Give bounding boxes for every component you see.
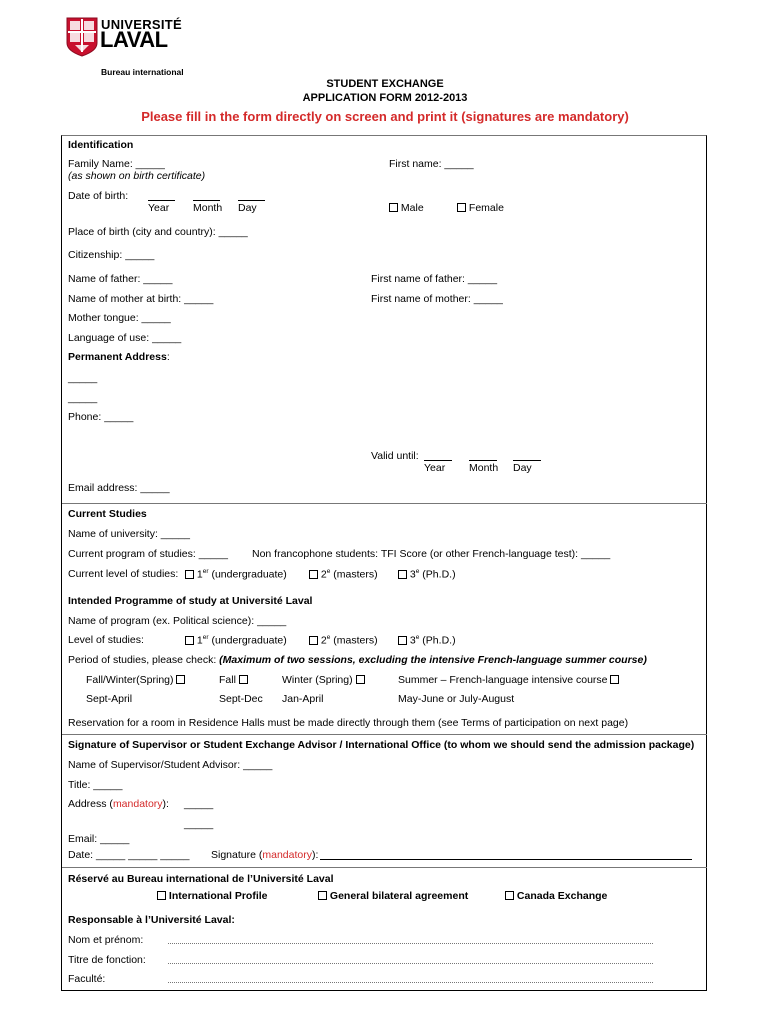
international-profile-checkbox[interactable] xyxy=(157,891,166,900)
female-option[interactable] xyxy=(457,202,504,214)
fall-option[interactable] xyxy=(219,674,248,686)
form-notice: Please fill in the form directly on screen and print it (signatures are mandatory) xyxy=(141,109,629,124)
male-checkbox[interactable] xyxy=(389,203,398,212)
faculte-label: Faculté: xyxy=(68,973,106,985)
level2-number: 2 xyxy=(320,634,327,647)
nom-prenom-line[interactable] xyxy=(168,943,653,944)
level3-number: 3 xyxy=(409,568,416,581)
university-shield-logo xyxy=(66,17,98,57)
reserved-heading: Réservé au Bureau international de l’Université Laval xyxy=(68,873,334,885)
male-option[interactable] xyxy=(389,202,424,214)
may-august-label: May-June or July-August xyxy=(398,693,515,705)
valid-day-field[interactable] xyxy=(513,451,541,461)
current-level-label: Current level of studies: xyxy=(68,568,179,580)
masters-checkbox[interactable] xyxy=(309,570,318,579)
current-level-phd[interactable] xyxy=(398,568,456,581)
signature-label-close: ): xyxy=(311,849,319,861)
canada-exchange-option[interactable] xyxy=(505,890,607,902)
level3-number: 3 xyxy=(409,634,416,647)
phone-field[interactable]: Phone: _____ xyxy=(68,411,134,423)
current-level-masters[interactable] xyxy=(309,568,378,581)
residence-note: Reservation for a room in Residence Halls must be made directly through them (see Terms of participation on next page) xyxy=(68,717,629,729)
undergraduate-checkbox[interactable] xyxy=(185,570,194,579)
level1-sup: er xyxy=(202,634,209,641)
level3-sup: e xyxy=(415,568,420,575)
citizenship-field[interactable]: Citizenship: _____ xyxy=(68,249,155,261)
current-level-undergraduate[interactable] xyxy=(185,568,287,581)
place-of-birth-field[interactable]: Place of birth (city and country): _____ xyxy=(68,226,248,238)
level1-text: (undergraduate) xyxy=(208,634,287,647)
bilateral-agreement-label: General bilateral agreement xyxy=(329,890,469,902)
address-label-text: Address ( xyxy=(68,798,113,810)
phd-checkbox[interactable] xyxy=(398,570,407,579)
undergraduate-checkbox[interactable] xyxy=(185,636,194,645)
current-program-field[interactable]: Current program of studies: _____ xyxy=(68,548,228,560)
phd-checkbox[interactable] xyxy=(398,636,407,645)
family-name-field[interactable]: Family Name: _____ xyxy=(68,158,165,170)
mother-tongue-field[interactable]: Mother tongue: _____ xyxy=(68,312,171,324)
canada-exchange-checkbox[interactable] xyxy=(505,891,514,900)
faculte-line[interactable] xyxy=(168,982,653,983)
level1-text: (undergraduate) xyxy=(208,568,287,581)
permanent-address-label xyxy=(68,351,170,363)
fall-winter-label: Fall/Winter(Spring) xyxy=(86,674,174,686)
level2-text: (masters) xyxy=(330,568,378,581)
supervisor-address-line1[interactable]: _____ xyxy=(184,798,214,810)
signature-line[interactable] xyxy=(320,859,692,860)
intended-program-field[interactable]: Name of program (ex. Political science): _____ xyxy=(68,615,287,627)
birth-year-field[interactable] xyxy=(148,191,175,201)
section-divider xyxy=(62,867,707,868)
period-note: (Maximum of two sessions, excluding the intensive French-language summer course) xyxy=(219,654,647,666)
birth-year-label: Year xyxy=(148,202,170,214)
level3-sup: e xyxy=(415,634,420,641)
period-label: Period of studies, please check: xyxy=(68,654,220,666)
winter-label: Winter (Spring) xyxy=(282,674,353,686)
birth-month-field[interactable] xyxy=(193,191,220,201)
university-field[interactable]: Name of university: _____ xyxy=(68,528,190,540)
supervisor-address-label xyxy=(68,798,169,810)
bilateral-agreement-checkbox[interactable] xyxy=(318,891,327,900)
level2-sup: e xyxy=(326,634,331,641)
sept-april-label: Sept-April xyxy=(86,693,133,705)
valid-year-label: Year xyxy=(424,462,446,474)
section-divider xyxy=(62,503,707,504)
level2-number: 2 xyxy=(320,568,327,581)
tfi-score-field[interactable]: Non francophone students: TFI Score (or other French-language test): _____ xyxy=(252,548,611,560)
birth-month-label: Month xyxy=(193,202,223,214)
language-of-use-field[interactable]: Language of use: _____ xyxy=(68,332,182,344)
supervisor-email-field[interactable]: Email: _____ xyxy=(68,833,130,845)
valid-month-field[interactable] xyxy=(469,451,497,461)
sept-dec-label: Sept-Dec xyxy=(219,693,263,705)
address-mandatory: mandatory xyxy=(112,798,163,810)
birth-day-field[interactable] xyxy=(238,191,265,201)
summer-checkbox[interactable] xyxy=(610,675,619,684)
international-profile-option[interactable] xyxy=(157,890,268,902)
fall-winter-checkbox[interactable] xyxy=(176,675,185,684)
supervisor-name-field[interactable]: Name of Supervisor/Student Advisor: _____ xyxy=(68,759,273,771)
signature-date-field[interactable]: Date: _____ _____ _____ xyxy=(68,849,190,861)
father-first-name-field[interactable]: First name of father: _____ xyxy=(371,273,498,285)
intended-level-masters[interactable] xyxy=(309,634,378,647)
father-name-field[interactable]: Name of father: _____ xyxy=(68,273,173,285)
form-title-line1: STUDENT EXCHANGE xyxy=(326,78,444,90)
email-field[interactable]: Email address: _____ xyxy=(68,482,170,494)
fall-checkbox[interactable] xyxy=(239,675,248,684)
birth-day-label: Day xyxy=(238,202,257,214)
summer-option[interactable] xyxy=(398,674,619,686)
office-name: Bureau international xyxy=(101,67,184,77)
supervisor-address-line2[interactable]: _____ xyxy=(184,818,214,830)
level1-number: 1 xyxy=(196,568,203,581)
birth-certificate-note: (as shown on birth certificate) xyxy=(68,170,206,182)
winter-checkbox[interactable] xyxy=(356,675,365,684)
valid-until-label: Valid until: xyxy=(371,450,419,462)
intended-program-heading: Intended Programme of study at Université Laval xyxy=(68,595,313,607)
mother-name-field[interactable]: Name of mother at birth: _____ xyxy=(68,293,214,305)
supervisor-title-field[interactable]: Title: _____ xyxy=(68,779,123,791)
signature-heading: Signature of Supervisor or Student Exchange Advisor / International Office (to whom we should send the admission package) xyxy=(68,739,695,751)
level1-number: 1 xyxy=(196,634,203,647)
address-line1-field[interactable]: _____ xyxy=(68,372,98,384)
date-of-birth-label: Date of birth: xyxy=(68,190,129,202)
level3-text: (Ph.D.) xyxy=(419,568,456,581)
identification-heading: Identification xyxy=(68,139,134,151)
permanent-address-colon: : xyxy=(166,351,170,363)
intended-level-label: Level of studies: xyxy=(68,634,144,646)
valid-month-label: Month xyxy=(469,462,499,474)
masters-checkbox[interactable] xyxy=(309,636,318,645)
level2-sup: e xyxy=(326,568,331,575)
titre-fonction-label: Titre de fonction: xyxy=(68,954,146,966)
signature-mandatory: mandatory xyxy=(262,849,312,861)
university-name-line2: LAVAL xyxy=(100,27,168,52)
valid-day-label: Day xyxy=(513,462,532,474)
intended-level-undergraduate[interactable] xyxy=(185,634,287,647)
level2-text: (masters) xyxy=(330,634,378,647)
address-label-close: ): xyxy=(162,798,169,810)
section-divider xyxy=(62,734,707,735)
signature-label xyxy=(211,849,318,861)
signature-label-text: Signature ( xyxy=(211,849,263,861)
valid-year-field[interactable] xyxy=(424,451,452,461)
female-checkbox[interactable] xyxy=(457,203,466,212)
summer-label: Summer – French-language intensive course xyxy=(398,674,608,686)
winter-option[interactable] xyxy=(282,674,365,686)
permanent-address-heading: Permanent Address xyxy=(68,351,167,363)
form-frame xyxy=(61,135,707,991)
international-profile-label: International Profile xyxy=(168,890,268,902)
fall-winter-option[interactable] xyxy=(86,674,185,686)
form-title-line2: APPLICATION FORM 2012-2013 xyxy=(302,92,468,104)
canada-exchange-label: Canada Exchange xyxy=(516,890,608,902)
first-name-field[interactable]: First name: _____ xyxy=(389,158,474,170)
responsible-heading: Responsable à l’Université Laval: xyxy=(68,914,235,926)
bilateral-agreement-option[interactable] xyxy=(318,890,468,902)
titre-fonction-line[interactable] xyxy=(168,963,653,964)
level1-sup: er xyxy=(202,568,209,575)
intended-level-phd[interactable] xyxy=(398,634,456,647)
university-name-line1: UNIVERSITÉ xyxy=(101,17,183,32)
jan-april-label: Jan-April xyxy=(282,693,324,705)
current-studies-heading: Current Studies xyxy=(68,508,147,520)
period-of-studies xyxy=(68,654,647,666)
male-label: Male xyxy=(400,202,424,214)
mother-first-name-field[interactable]: First name of mother: _____ xyxy=(371,293,503,305)
nom-prenom-label: Nom et prénom: xyxy=(68,934,144,946)
fall-label: Fall xyxy=(219,674,236,686)
address-line2-field[interactable]: _____ xyxy=(68,392,98,404)
female-label: Female xyxy=(468,202,504,214)
level3-text: (Ph.D.) xyxy=(419,634,456,647)
